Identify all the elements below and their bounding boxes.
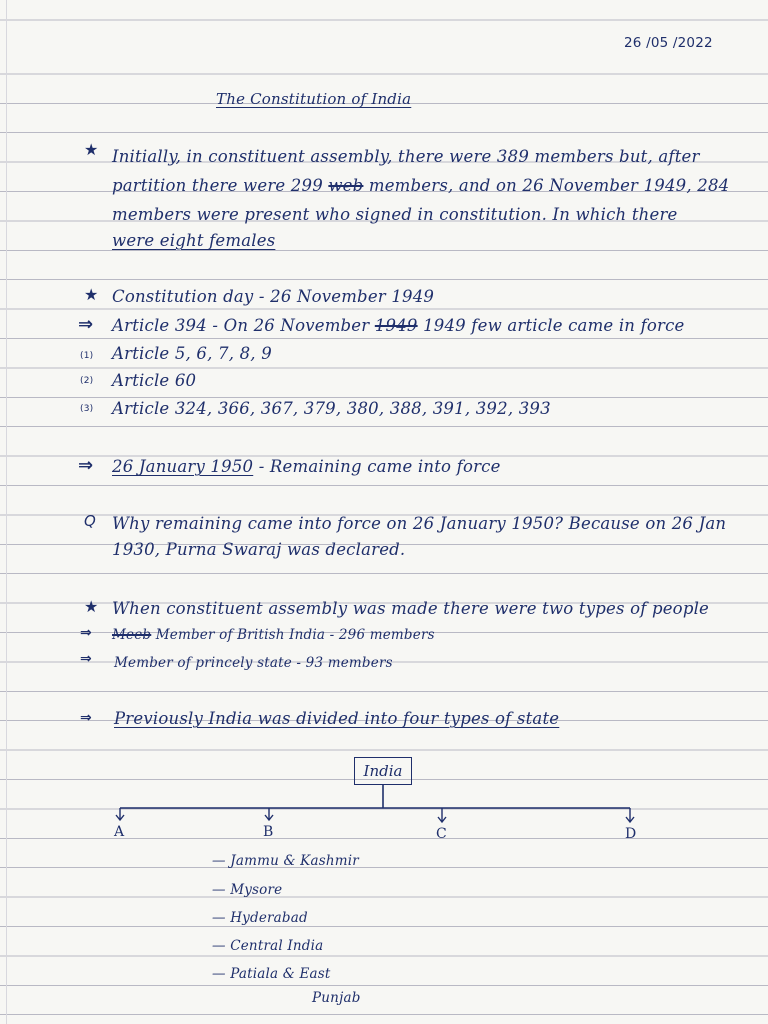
state-item: — Central India <box>212 938 324 954</box>
tree-child-b: B <box>263 824 274 840</box>
tree-child-a: A <box>114 824 125 840</box>
para1-line2-a: partition there were 299 <box>112 176 323 195</box>
list-num: (3) <box>80 404 94 414</box>
member-british-text: Member of British India - 296 members <box>155 627 435 643</box>
article394-a: Article 394 - On 26 November <box>112 316 370 335</box>
arrow-bullet: ⇒ <box>80 710 92 726</box>
list-item: Article 60 <box>112 371 197 390</box>
page-title: The Constitution of India <box>216 90 412 108</box>
state-item: — Mysore <box>212 882 283 898</box>
member-princely: Member of princely state - 93 members <box>114 655 393 671</box>
constitution-day: Constitution day - 26 November 1949 <box>112 287 435 306</box>
list-item: Article 5, 6, 7, 8, 9 <box>112 344 272 363</box>
previously-line: Previously India was divided into four types of state <box>114 709 560 728</box>
state-item-label: Patiala & East <box>230 966 331 982</box>
para1-line1: Initially, in constituent assembly, there were 389 members but, after <box>112 147 700 166</box>
article394-strike: 1949 <box>374 316 418 335</box>
arrow-bullet: ⇒ <box>78 455 94 476</box>
types-people: When constituent assembly was made there were two types of people <box>112 599 710 618</box>
question-line1: Why remaining came into force on 26 January 1950? Because on 26 Jan <box>112 514 727 533</box>
question-line2: 1930, Purna Swaraj was declared. <box>112 540 406 559</box>
state-item-continued: Punjab <box>312 990 361 1006</box>
state-item: — Jammu & Kashmir <box>212 853 359 869</box>
question-marker: Q <box>84 512 96 530</box>
para1-line4: were eight females <box>112 231 276 250</box>
list-num: (2) <box>80 376 94 386</box>
state-item: — Patiala & East <box>212 966 331 982</box>
arrow-bullet: ⇒ <box>80 651 92 667</box>
tree-child-c: C <box>436 826 447 842</box>
para1-line2-strike: web <box>328 176 364 195</box>
para1-line2-b: members, and on 26 November 1949, 284 <box>368 176 730 195</box>
para1-line3: members were present who signed in constitution. In which there <box>112 205 678 224</box>
article394-b: 1949 few article came in force <box>423 316 685 335</box>
list-num: (1) <box>80 351 94 361</box>
star-bullet: ★ <box>84 140 99 159</box>
list-item: Article 324, 366, 367, 379, 380, 388, 391, 392, 393 <box>112 399 551 418</box>
arrow-bullet: ⇒ <box>80 625 92 641</box>
state-item-label: Jammu & Kashmir <box>230 853 359 869</box>
date: 26 /05 /2022 <box>624 35 713 51</box>
tree-root-label: India <box>363 762 403 780</box>
jan1950-rest: - Remaining came into force <box>258 457 501 476</box>
jan1950-date: 26 January 1950 <box>112 457 254 476</box>
arrow-bullet: ⇒ <box>78 314 94 335</box>
member-british-strike: Meeb <box>112 627 152 643</box>
state-item-label: Hyderabad <box>230 910 308 926</box>
star-bullet: ★ <box>84 285 99 304</box>
state-item-label: Mysore <box>230 882 283 898</box>
tree-child-d: D <box>625 826 637 842</box>
star-bullet: ★ <box>84 597 99 616</box>
state-item-label: Central India <box>230 938 324 954</box>
state-item: — Hyderabad <box>212 910 308 926</box>
